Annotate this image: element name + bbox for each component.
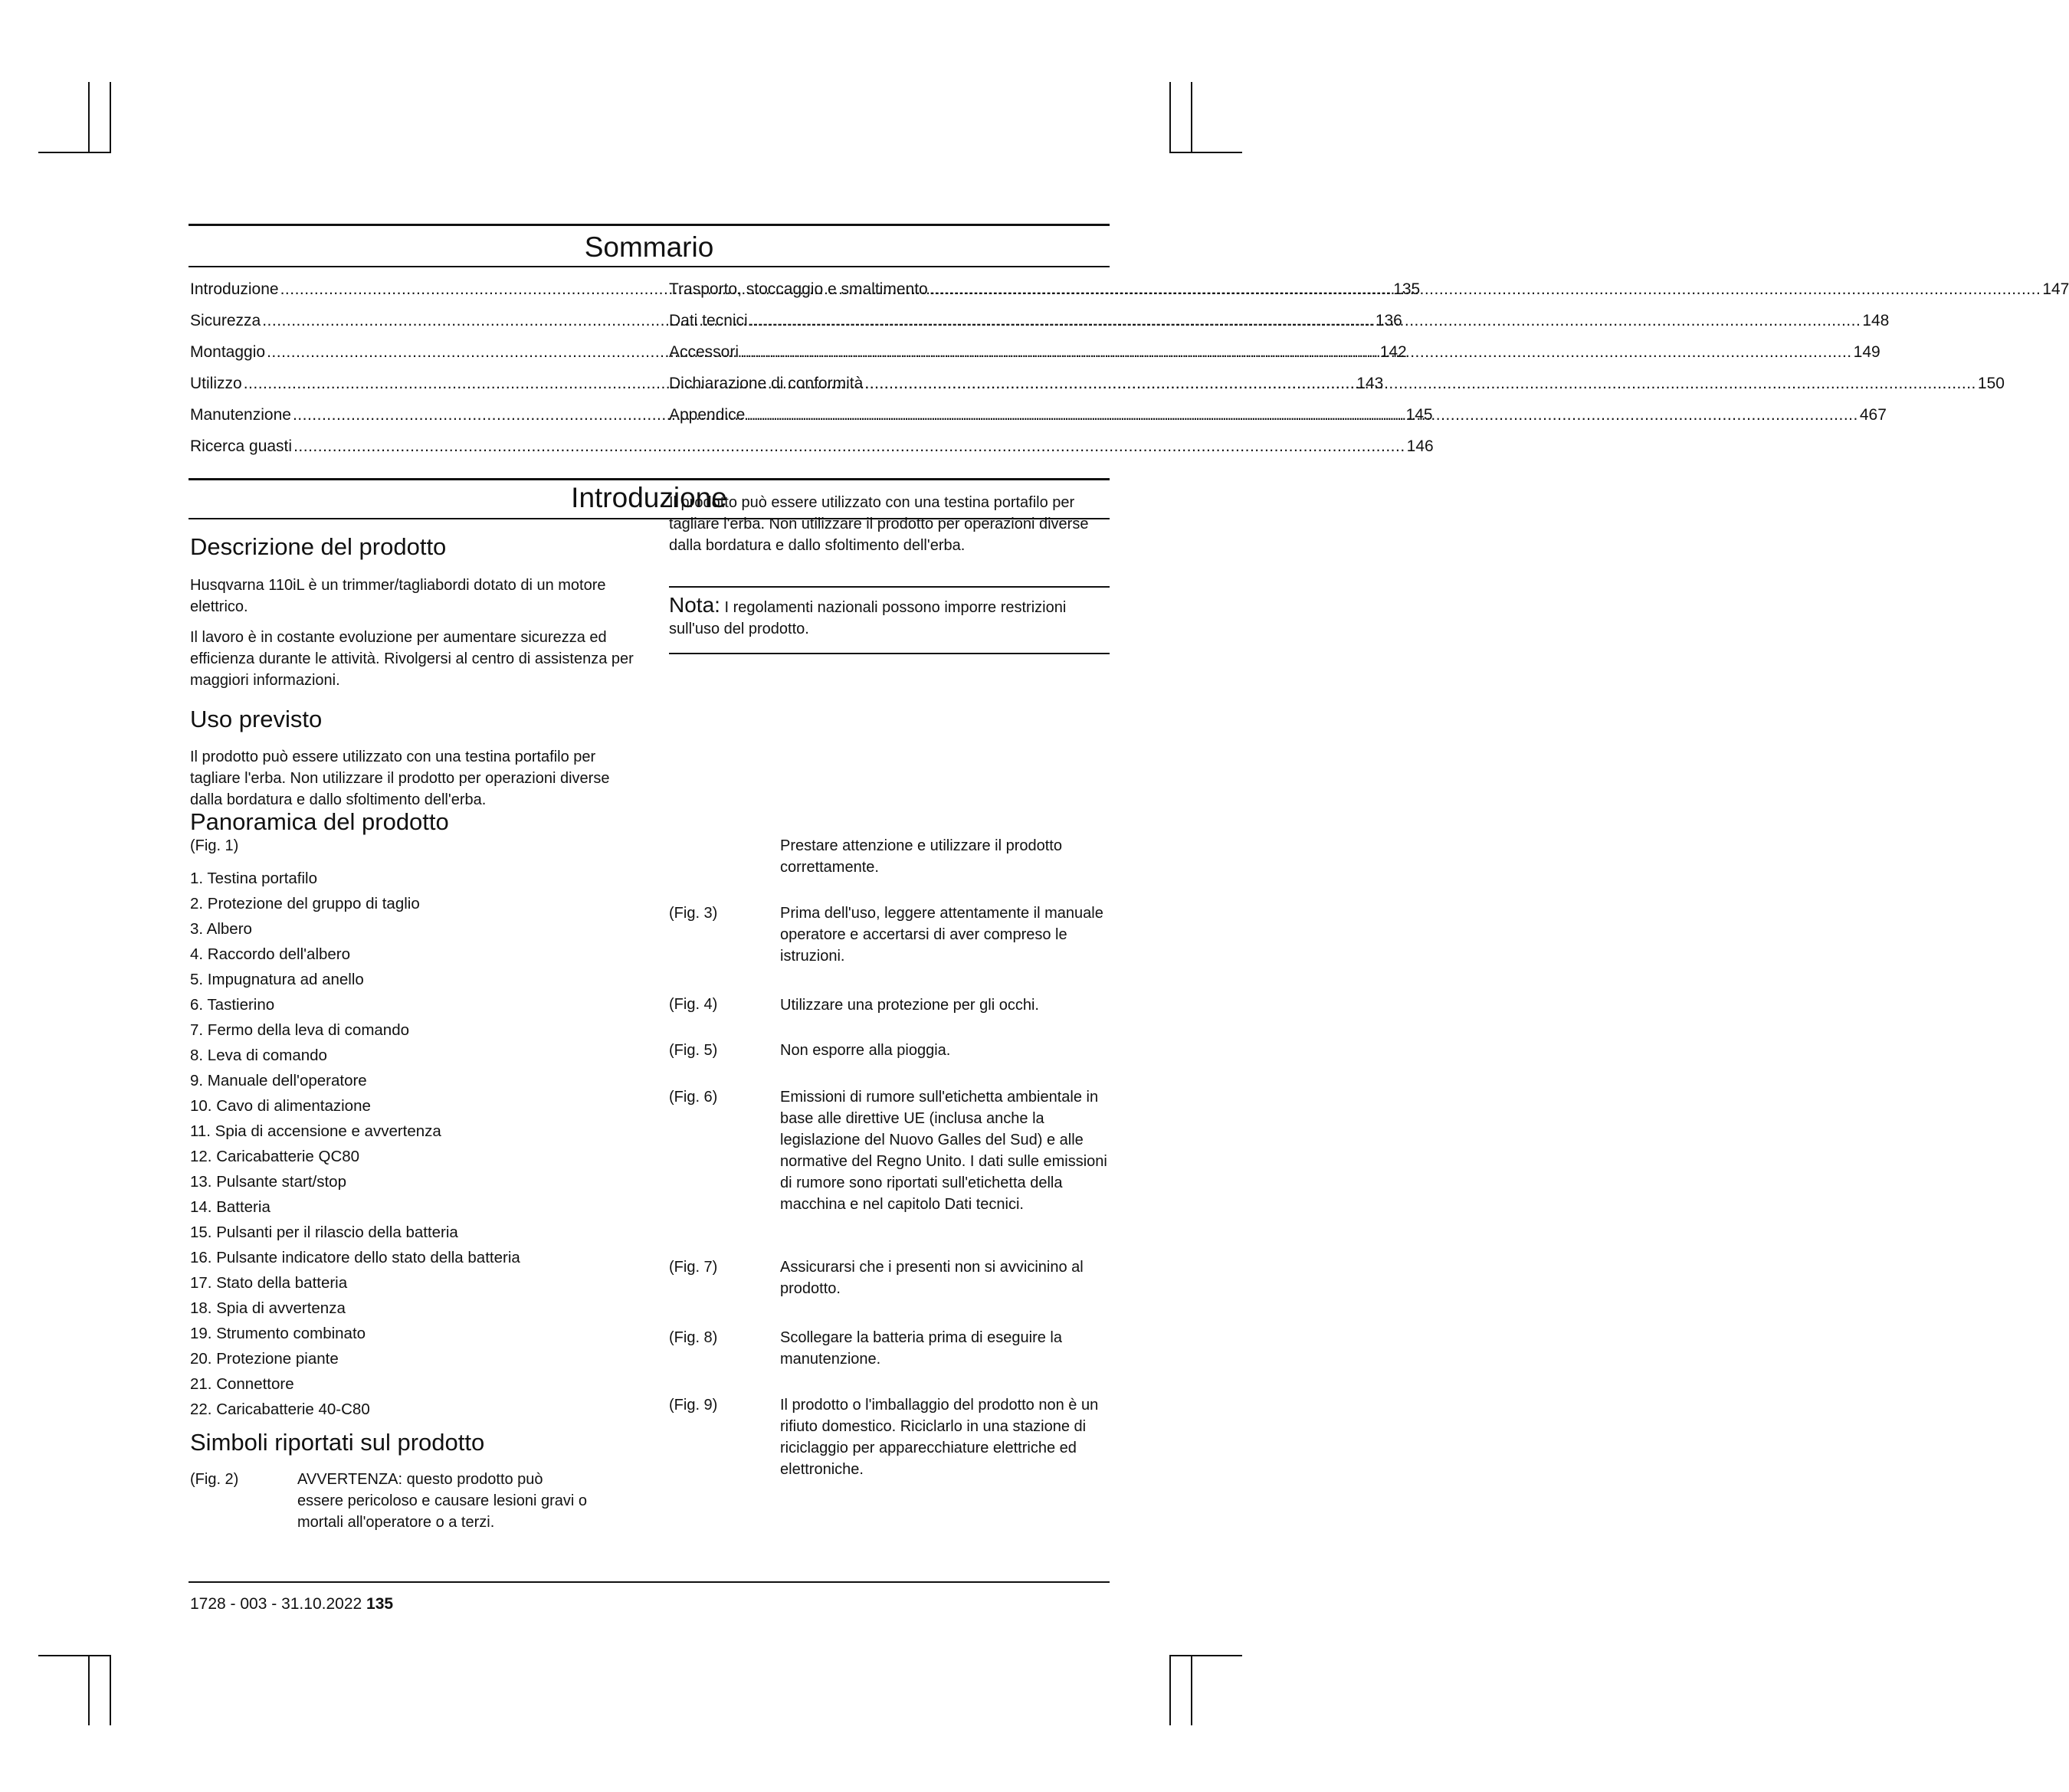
symbol-fig-ref: (Fig. 5): [669, 1042, 718, 1059]
section-title-simboli: Simboli riportati sul prodotto: [190, 1429, 485, 1456]
overview-list-item: 4. Raccordo dell'albero: [190, 945, 351, 963]
toc-leader-dots: [746, 399, 1858, 431]
section-title-panoramica: Panoramica del prodotto: [190, 808, 449, 835]
symbol-description: Prima dell'uso, leggere attentamente il manuale operatore e accertarsi di aver compreso le istruzioni.: [780, 905, 1103, 965]
toc-entry-page: 467: [1859, 406, 1887, 424]
toc-entry-label: Ricerca guasti: [190, 437, 293, 455]
toc-entry-page: 148: [1862, 312, 1890, 329]
overview-fig-ref: (Fig. 1): [190, 837, 239, 854]
symbol-description: Scollegare la batteria prima di eseguire la manutenzione.: [780, 1329, 1062, 1368]
symbol-fig-ref: (Fig. 6): [669, 1089, 718, 1106]
toc-entry-page: 146: [1406, 437, 1434, 455]
toc-top-rule: [189, 224, 1110, 226]
toc-leader-dots: [293, 431, 1405, 462]
toc-entry-page: 135: [1393, 280, 1421, 298]
overview-list-item: 7. Fermo della leva di comando: [190, 1021, 410, 1039]
toc-entry-page: 147: [2042, 280, 2069, 298]
footer-page-number: 135: [366, 1595, 394, 1613]
overview-list-item: 14. Batteria: [190, 1198, 271, 1216]
overview-list-item: 20. Protezione piante: [190, 1350, 339, 1368]
overview-list-item: 11. Spia di accensione e avvertenza: [190, 1122, 441, 1140]
descr-paragraph-1: Husqvarna 110iL è un trimmer/tagliabordi dotato di un motore elettrico.: [190, 577, 606, 615]
overview-list: [190, 866, 650, 1422]
toc-entry-label: Dichiarazione di conformità: [669, 375, 864, 392]
toc-title: Sommario: [584, 231, 714, 263]
symbol-description: Emissioni di rumore sull'etichetta ambientale in base alle direttive UE (inclusa anche la legislazione del Nuovo Galles del Sud) e alle normative del Regno Unito. I dati sulle emissioni di rumore sono riportati sull'etichetta della macchina e nel capitolo Dati tecnici.: [780, 1089, 1107, 1213]
descr-paragraph-2: Il lavoro è in costante evoluzione per aumentare sicurezza ed efficienza durante le attività. Rivolgersi al centro di assistenza per maggiori informazioni.: [190, 629, 634, 689]
symbol-fig-ref: (Fig. 4): [669, 996, 718, 1013]
toc-entry-page: 150: [1977, 375, 2005, 392]
toc-title-rule: [189, 266, 1110, 267]
overview-list-item: 8. Leva di comando: [190, 1047, 327, 1064]
toc-leader-dots: [740, 336, 1852, 368]
toc-leader-dots: [930, 274, 2041, 305]
toc-entry-label: Appendice: [669, 406, 746, 424]
symbol-fig-ref: (Fig. 7): [669, 1259, 718, 1276]
toc-entry[interactable]: [190, 431, 1434, 462]
toc-entry-label: Trasporto, stoccaggio e smaltimento: [669, 280, 928, 298]
nota-bottom-rule: [669, 653, 1110, 654]
uso-paragraph-overflow: [669, 492, 1106, 556]
toc-entry-label: Manutenzione: [190, 406, 291, 424]
overview-list-item: 12. Caricabatterie QC80: [190, 1148, 360, 1165]
overview-list-item: 9. Manuale dell'operatore: [190, 1072, 367, 1089]
section-title-descrizione: Descrizione del prodotto: [190, 533, 447, 560]
overview-list-item: 21. Connettore: [190, 1375, 294, 1393]
overview-list-item: 13. Pulsante start/stop: [190, 1173, 346, 1191]
nota-text: I regolamenti nazionali possono imporre restrizioni sull'uso del prodotto.: [669, 599, 1067, 637]
toc-entry-page: 136: [1375, 312, 1402, 329]
toc-leader-dots: [864, 368, 1976, 399]
symbol-description-continued: Prestare attenzione e utilizzare il prodotto correttamente.: [780, 837, 1062, 876]
footer-rule: [189, 1581, 1110, 1583]
nota-top-rule: [669, 586, 1110, 588]
toc-entry-label: Utilizzo: [190, 375, 242, 392]
uso-paragraph-start: [190, 746, 627, 808]
overview-list-item: 5. Impugnatura ad anello: [190, 971, 364, 988]
symbol-description: Il prodotto o l'imballaggio del prodotto non è un rifiuto domestico. Riciclarlo in una stazione di riciclaggio per apparecchiature elettriche ed elettroniche.: [780, 1397, 1099, 1478]
toc-entry-label: Montaggio: [190, 343, 266, 361]
toc-leader-dots: [749, 305, 1861, 336]
toc-entry-label: Introduzione: [190, 280, 279, 298]
overview-list-item: 15. Pulsanti per il rilascio della batteria: [190, 1224, 458, 1241]
overview-list-item: 2. Protezione del gruppo di taglio: [190, 895, 420, 912]
overview-list-item: 19. Strumento combinato: [190, 1325, 366, 1342]
overview-list-item: 18. Spia di avvertenza: [190, 1299, 346, 1317]
toc-entry-label: Dati tecnici: [669, 312, 748, 329]
overview-list-item: 6. Tastierino: [190, 996, 275, 1014]
symbol-fig-ref: (Fig. 3): [669, 905, 718, 922]
symbol-description: Non esporre alla pioggia.: [780, 1042, 951, 1059]
toc-entry-page: 143: [1356, 375, 1384, 392]
footer: [190, 1594, 393, 1615]
toc-entry-page: 149: [1853, 343, 1880, 361]
overview-list-item: 17. Stato della batteria: [190, 1274, 348, 1292]
overview-list-item: 10. Cavo di alimentazione: [190, 1097, 371, 1115]
toc-entry-label: Accessori: [669, 343, 739, 361]
symbol-description: Utilizzare una protezione per gli occhi.: [780, 997, 1039, 1014]
footer-doc-info: 1728 - 003 - 31.10.2022: [190, 1595, 362, 1613]
symbol-fig-ref: (Fig. 8): [669, 1329, 718, 1346]
section-title-uso: Uso previsto: [190, 706, 323, 732]
overview-list-item: 16. Pulsante indicatore dello stato della batteria: [190, 1249, 520, 1266]
symbol-description: Assicurarsi che i presenti non si avvicinino al prodotto.: [780, 1259, 1084, 1297]
symbol-fig-ref: (Fig. 2): [190, 1471, 239, 1488]
symbol-fig-ref: (Fig. 9): [669, 1397, 718, 1414]
uso-paragraph: Il prodotto può essere utilizzato con una testina portafilo per tagliare l'erba. Non utilizzare il prodotto per operazioni diverse dalla bordatura e dallo sfoltimento dell'erba.: [190, 749, 610, 808]
intro-top-rule: [189, 478, 1110, 480]
toc-entry-page: 145: [1405, 406, 1433, 424]
nota-label: Nota:: [669, 593, 720, 617]
intro-title: Introduzione: [571, 482, 727, 513]
overview-list-item: 22. Caricabatterie 40-C80: [190, 1401, 370, 1418]
overview-list-item: 3. Albero: [190, 920, 252, 938]
symbol-description: AVVERTENZA: questo prodotto può essere pericoloso e causare lesioni gravi o mortali all'operatore o a terzi.: [297, 1471, 587, 1531]
overview-list-item: 1. Testina portafilo: [190, 870, 318, 887]
uso-paragraph-continued: [669, 494, 1110, 578]
toc-entry-label: Sicurezza: [190, 312, 261, 329]
toc-entry-page: 142: [1379, 343, 1407, 361]
uso-paragraph-copy: Il prodotto può essere utilizzato con una testina portafilo per tagliare l'erba. Non utilizzare il prodotto per operazioni diverse dalla bordatura e dallo sfoltimento dell'erba.: [669, 494, 1089, 554]
nota-block: [669, 595, 1110, 640]
